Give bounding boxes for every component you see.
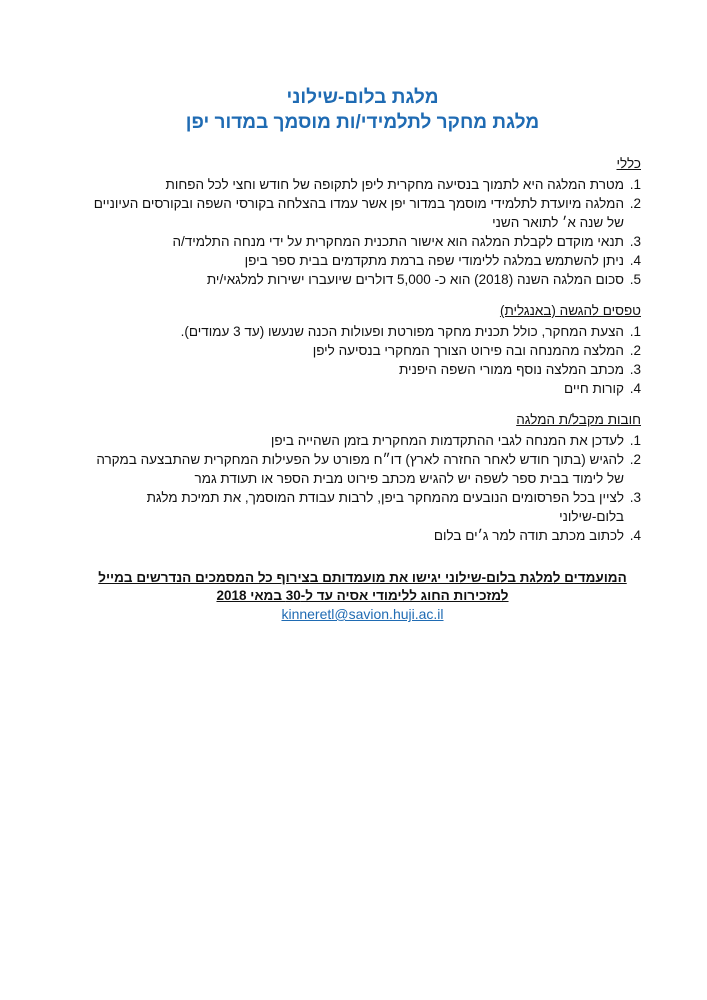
section-obligations bbox=[84, 410, 641, 545]
list-item-text: תנאי מוקדם לקבלת המלגה הוא אישור התכנית המחקרית על ידי מנחה התלמיד/ה bbox=[172, 234, 624, 249]
list-item-text: מכתב המלצה נוסף ממורי השפה היפנית bbox=[399, 362, 624, 377]
submission-instructions: המועמדים למלגת בלום-שילוני יגישו את מועמדותם בצירוף כל המסמכים הנדרשים במייל למזכירות החוג ללימודי אסיה עד ל-30 במאי 2018 bbox=[98, 570, 627, 603]
list-item bbox=[84, 360, 641, 379]
page-title: מלגת בלום-שילוני bbox=[286, 87, 439, 108]
list-item-text: לעדכן את המנחה לגבי ההתקדמות המחקרית בזמן השהייה ביפן bbox=[270, 433, 624, 448]
section-list bbox=[84, 322, 641, 398]
list-item-number: 1. bbox=[629, 177, 641, 192]
section-list bbox=[84, 175, 641, 289]
list-item-text: המלצה מהמנחה ובה פירוט הצורך המחקרי בנסיעה ליפן bbox=[312, 343, 624, 358]
list-item-text: מטרת המלגה היא לתמוך בנסיעה מחקרית ליפן לתקופה של חודש וחצי לכל הפחות bbox=[165, 177, 624, 192]
list-item-text: קורות חיים bbox=[563, 381, 624, 396]
list-item bbox=[84, 431, 641, 450]
title-block bbox=[84, 85, 641, 135]
list-item-number: 5. bbox=[629, 272, 641, 287]
list-item-text: הצעת המחקר, כולל תכנית מחקר מפורטת ופעולות הכנה שנעשו (עד 3 עמודים). bbox=[180, 324, 624, 339]
section-general bbox=[84, 154, 641, 289]
list-item-number: 4. bbox=[629, 253, 641, 268]
section-forms bbox=[84, 301, 641, 398]
list-item bbox=[84, 526, 641, 545]
list-item-text: לציין בכל הפרסומים הנובעים מהמחקר ביפן, לרבות עבודת המוסמך, את תמיכת מלגת בלום-שילוני bbox=[146, 490, 624, 524]
list-item-text: להגיש (בתוך חודש לאחר החזרה לארץ) דו״ח מפורט על הפעילות המחקרית שהתבצעה במקרה של לימוד בבית ספר לשפה יש להגיש מכתב פירוט מבית הספר או תעודת גמר bbox=[96, 452, 624, 486]
list-item-number: 1. bbox=[629, 324, 641, 339]
list-item-text: המלגה מיועדת לתלמידי מוסמך במדור יפן אשר עמדו בהצלחה בקורסי השפה ובקורסים העיוניים של שנה א׳ לתואר השני bbox=[93, 196, 624, 230]
list-item bbox=[84, 251, 641, 270]
list-item bbox=[84, 450, 641, 488]
list-item-text: סכום המלגה השנה (2018) הוא כ- 5,000 דולרים שיועברו ישירות למלגאי/ית bbox=[206, 272, 624, 287]
list-item bbox=[84, 488, 641, 526]
email-link[interactable]: kinneretl@savion.huji.ac.il bbox=[281, 606, 444, 622]
list-item-number: 2. bbox=[629, 452, 641, 467]
list-item bbox=[84, 341, 641, 360]
list-item-number: 4. bbox=[629, 381, 641, 396]
page-subtitle: מלגת מחקר לתלמידי/ות מוסמך במדור יפן bbox=[185, 112, 540, 133]
list-item-text: לכתוב מכתב תודה למר ג׳ים בלום bbox=[433, 528, 624, 543]
submission-note bbox=[84, 569, 641, 623]
list-item bbox=[84, 379, 641, 398]
list-item bbox=[84, 194, 641, 232]
list-item bbox=[84, 322, 641, 341]
list-item bbox=[84, 175, 641, 194]
list-item-number: 1. bbox=[629, 433, 641, 448]
section-list bbox=[84, 431, 641, 545]
list-item-text: ניתן להשתמש במלגה ללימודי שפה ברמת מתקדמים בבית ספר ביפן bbox=[244, 253, 624, 268]
list-item-number: 3. bbox=[629, 362, 641, 377]
list-item-number: 4. bbox=[629, 528, 641, 543]
list-item-number: 3. bbox=[629, 490, 641, 505]
list-item-number: 3. bbox=[629, 234, 641, 249]
list-item bbox=[84, 270, 641, 289]
section-heading: טפסים להגשה (באנגלית) bbox=[499, 303, 641, 318]
section-heading: כללי bbox=[616, 156, 641, 171]
list-item bbox=[84, 232, 641, 251]
section-heading: חובות מקבל/ת המלגה bbox=[516, 412, 641, 427]
list-item-number: 2. bbox=[629, 343, 641, 358]
document-page bbox=[84, 85, 641, 623]
list-item-number: 2. bbox=[629, 196, 641, 211]
